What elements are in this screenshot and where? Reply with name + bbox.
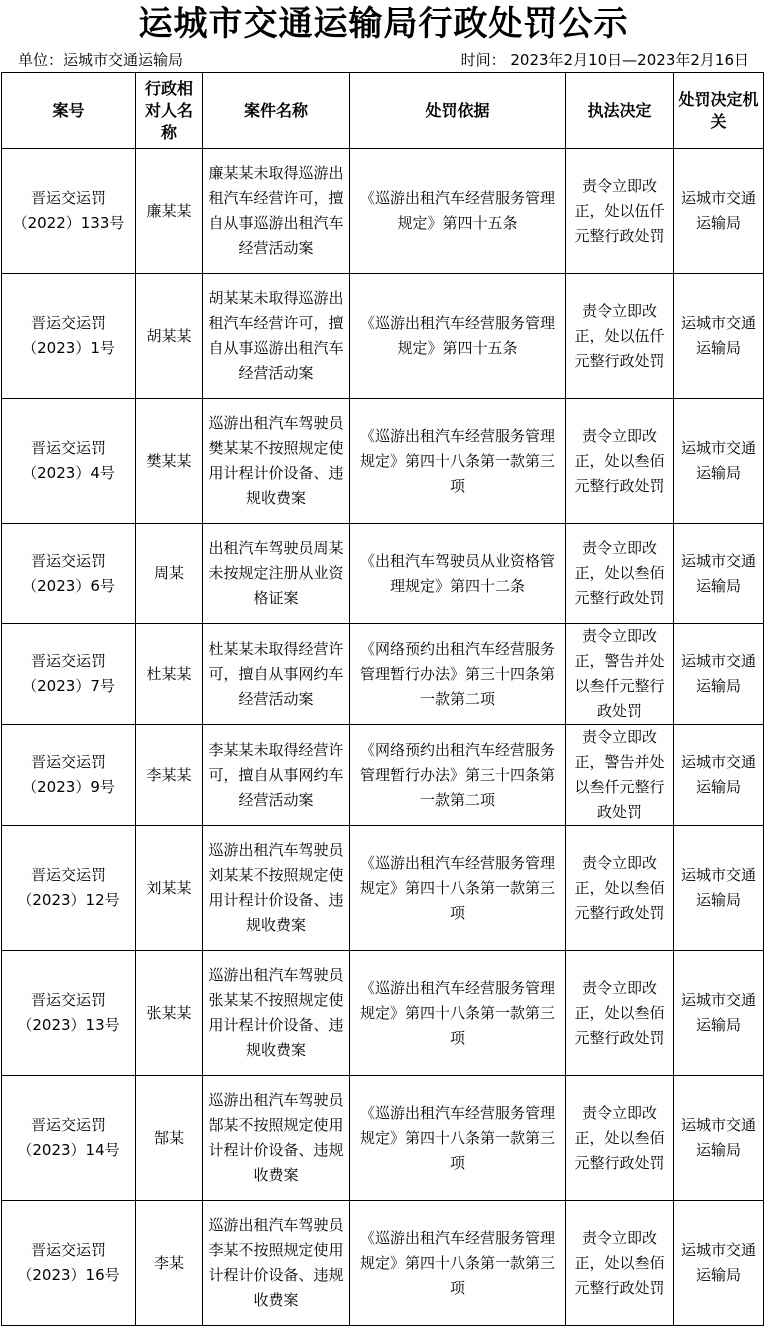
cell-case-no: 晋运交运罚（2023）1号 bbox=[2, 274, 136, 399]
header-party: 行政相对人名称 bbox=[136, 73, 203, 149]
cell-party: 郜某 bbox=[136, 1076, 203, 1201]
cell-authority: 运城市交通运输局 bbox=[674, 399, 764, 524]
cell-authority: 运城市交通运输局 bbox=[674, 149, 764, 274]
cell-case-no: 晋运交运罚（2022）133号 bbox=[2, 149, 136, 274]
cell-authority: 运城市交通运输局 bbox=[674, 524, 764, 624]
cell-case-name: 胡某某未取得巡游出租汽车经营许可，擅自从事巡游出租汽车经营活动案 bbox=[203, 274, 350, 399]
cell-decision: 责令立即改正，警告并处以叁仟元整行政处罚 bbox=[566, 624, 674, 725]
cell-party: 杜某某 bbox=[136, 624, 203, 725]
cell-decision: 责令立即改正，处以叁佰元整行政处罚 bbox=[566, 1076, 674, 1201]
cell-case-no: 晋运交运罚（2023）13号 bbox=[2, 951, 136, 1076]
period-label: 时间： 2023年2月10日—2023年2月16日 bbox=[460, 51, 749, 69]
cell-case-no: 晋运交运罚（2023）16号 bbox=[2, 1201, 136, 1326]
cell-basis: 《巡游出租汽车经营服务管理规定》第四十八条第一款第三项 bbox=[350, 826, 566, 951]
cell-party: 胡某某 bbox=[136, 274, 203, 399]
table-row bbox=[2, 274, 764, 399]
cell-authority: 运城市交通运输局 bbox=[674, 1076, 764, 1201]
cell-decision: 责令立即改正，处以伍仟元整行政处罚 bbox=[566, 274, 674, 399]
penalty-table bbox=[1, 72, 764, 1326]
cell-case-no: 晋运交运罚（2023）9号 bbox=[2, 725, 136, 826]
cell-party: 张某某 bbox=[136, 951, 203, 1076]
cell-authority: 运城市交通运输局 bbox=[674, 951, 764, 1076]
cell-authority: 运城市交通运输局 bbox=[674, 826, 764, 951]
cell-case-name: 廉某某未取得巡游出租汽车经营许可，擅自从事巡游出租汽车经营活动案 bbox=[203, 149, 350, 274]
cell-party: 樊某某 bbox=[136, 399, 203, 524]
table-row bbox=[2, 624, 764, 725]
header-row bbox=[2, 73, 764, 149]
cell-decision: 责令立即改正，处以叁佰元整行政处罚 bbox=[566, 1201, 674, 1326]
cell-basis: 《巡游出租汽车经营服务管理规定》第四十八条第一款第三项 bbox=[350, 1201, 566, 1326]
cell-basis: 《出租汽车驾驶员从业资格管理规定》第四十二条 bbox=[350, 524, 566, 624]
cell-case-no: 晋运交运罚（2023）7号 bbox=[2, 624, 136, 725]
header-authority: 处罚决定机关 bbox=[674, 73, 764, 149]
cell-authority: 运城市交通运输局 bbox=[674, 1201, 764, 1326]
cell-basis: 《巡游出租汽车经营服务管理规定》第四十八条第一款第三项 bbox=[350, 951, 566, 1076]
cell-party: 刘某某 bbox=[136, 826, 203, 951]
table-row bbox=[2, 149, 764, 274]
cell-case-name: 巡游出租汽车驾驶员张某某不按照规定使用计程计价设备、违规收费案 bbox=[203, 951, 350, 1076]
cell-case-name: 出租汽车驾驶员周某未按规定注册从业资格证案 bbox=[203, 524, 350, 624]
cell-party: 周某 bbox=[136, 524, 203, 624]
table-row bbox=[2, 951, 764, 1076]
header-decision: 执法决定 bbox=[566, 73, 674, 149]
cell-case-no: 晋运交运罚（2023）12号 bbox=[2, 826, 136, 951]
unit-label: 单位：运城市交通运输局 bbox=[18, 51, 184, 69]
cell-decision: 责令立即改正，处以叁佰元整行政处罚 bbox=[566, 399, 674, 524]
table-row bbox=[2, 1076, 764, 1201]
cell-decision: 责令立即改正，警告并处以叁仟元整行政处罚 bbox=[566, 725, 674, 826]
cell-decision: 责令立即改正，处以叁佰元整行政处罚 bbox=[566, 524, 674, 624]
cell-case-name: 巡游出租汽车驾驶员郜某不按照规定使用计程计价设备、违规收费案 bbox=[203, 1076, 350, 1201]
cell-basis: 《巡游出租汽车经营服务管理规定》第四十八条第一款第三项 bbox=[350, 399, 566, 524]
page-title: 运城市交通运输局行政处罚公示 bbox=[138, 4, 629, 44]
cell-authority: 运城市交通运输局 bbox=[674, 274, 764, 399]
cell-party: 李某 bbox=[136, 1201, 203, 1326]
cell-case-name: 李某某未取得经营许可，擅自从事网约车经营活动案 bbox=[203, 725, 350, 826]
cell-authority: 运城市交通运输局 bbox=[674, 725, 764, 826]
table-row bbox=[2, 399, 764, 524]
header-case-name: 案件名称 bbox=[203, 73, 350, 149]
table-row bbox=[2, 725, 764, 826]
table-row bbox=[2, 1201, 764, 1326]
cell-case-name: 巡游出租汽车驾驶员刘某某不按照规定使用计程计价设备、违规收费案 bbox=[203, 826, 350, 951]
header-case-no: 案号 bbox=[2, 73, 136, 149]
header-basis: 处罚依据 bbox=[350, 73, 566, 149]
cell-basis: 《巡游出租汽车经营服务管理规定》第四十八条第一款第三项 bbox=[350, 1076, 566, 1201]
cell-case-name: 巡游出租汽车驾驶员樊某某不按照规定使用计程计价设备、违规收费案 bbox=[203, 399, 350, 524]
table-row bbox=[2, 524, 764, 624]
cell-case-no: 晋运交运罚（2023）14号 bbox=[2, 1076, 136, 1201]
cell-basis: 《巡游出租汽车经营服务管理规定》第四十五条 bbox=[350, 149, 566, 274]
cell-party: 廉某某 bbox=[136, 149, 203, 274]
cell-case-name: 杜某某未取得经营许可，擅自从事网约车经营活动案 bbox=[203, 624, 350, 725]
cell-case-no: 晋运交运罚（2023）6号 bbox=[2, 524, 136, 624]
cell-basis: 《网络预约出租汽车经营服务管理暂行办法》第三十四条第一款第二项 bbox=[350, 624, 566, 725]
cell-basis: 《网络预约出租汽车经营服务管理暂行办法》第三十四条第一款第二项 bbox=[350, 725, 566, 826]
cell-decision: 责令立即改正，处以叁佰元整行政处罚 bbox=[566, 826, 674, 951]
cell-decision: 责令立即改正，处以伍仟元整行政处罚 bbox=[566, 149, 674, 274]
cell-party: 李某某 bbox=[136, 725, 203, 826]
cell-case-name: 巡游出租汽车驾驶员李某不按照规定使用计程计价设备、违规收费案 bbox=[203, 1201, 350, 1326]
meta-bar bbox=[0, 48, 767, 72]
table-row bbox=[2, 826, 764, 951]
cell-case-no: 晋运交运罚（2023）4号 bbox=[2, 399, 136, 524]
cell-authority: 运城市交通运输局 bbox=[674, 624, 764, 725]
cell-basis: 《巡游出租汽车经营服务管理规定》第四十五条 bbox=[350, 274, 566, 399]
cell-decision: 责令立即改正，处以叁佰元整行政处罚 bbox=[566, 951, 674, 1076]
